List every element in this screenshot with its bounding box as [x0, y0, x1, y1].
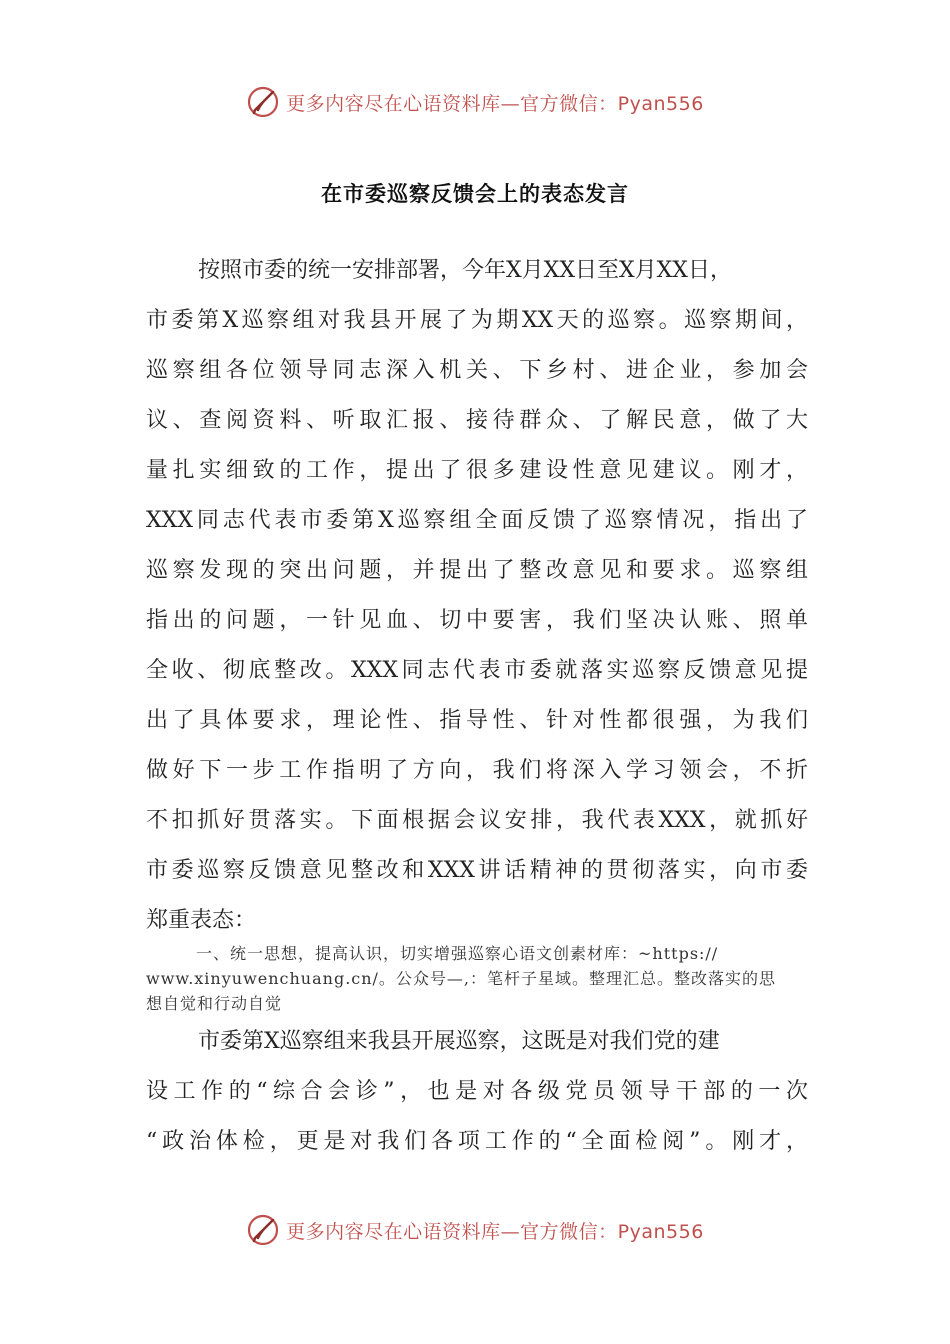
text-line: XXX同志代表市委第X巡察组全面反馈了巡察情况，指出了: [146, 508, 808, 533]
document-title: 在市委巡察反馈会上的表态发言: [321, 182, 629, 206]
text-line: 设工作的“综合会诊”，也是对各级党员领导干部的一次: [146, 1079, 808, 1104]
banner-text: 更多内容尽在心语资料库—官方微信：Pyan556: [286, 1220, 704, 1243]
heading-line: www.xinyuwenchuang.cn/。公众号—,：笔杆子星域。整理汇总。整改落实的思: [146, 969, 777, 988]
section-heading-1: [146, 941, 808, 1016]
text-line: 巡察发现的突出问题，并提出了整改意见和要求。巡察组: [146, 558, 808, 583]
heading-line: 一、统一思想，提高认识，切实增强巡察心语文创素材库：~https://: [196, 944, 719, 963]
text-line: 按照市委的统一安排部署，今年X月XX日至X月XX日，: [198, 258, 732, 283]
footer-banner: [0, 1210, 950, 1250]
text-line: 议、查阅资料、听取汇报、接待群众、了解民意，做了大: [146, 408, 808, 433]
text-line: 市委第X巡察组来我县开展巡察，这既是对我们党的建: [198, 1029, 720, 1054]
quill-pen-logo-icon: [246, 1213, 280, 1247]
text-line: 巡察组各位领导同志深入机关、下乡村、进企业，参加会: [146, 358, 808, 383]
quill-pen-logo-icon: [246, 85, 280, 119]
text-line: 量扎实细致的工作，提出了很多建设性意见建议。刚才，: [146, 458, 808, 483]
text-line: 不扣抓好贯落实。下面根据会议安排，我代表XXX，就抓好: [146, 808, 808, 833]
text-line: 市委第X巡察组对我县开展了为期XX天的巡察。巡察期间，: [146, 308, 808, 333]
text-line: 做好下一步工作指明了方向，我们将深入学习领会，不折: [146, 758, 808, 783]
text-line: 全收、彻底整改。XXX同志代表市委就落实巡察反馈意见提: [146, 658, 808, 683]
banner-text: 更多内容尽在心语资料库—官方微信：Pyan556: [286, 92, 704, 115]
paragraph-1: [146, 246, 808, 946]
wechat-id: Pyan556: [617, 92, 704, 115]
text-line: 市委巡察反馈意见整改和XXX讲话精神的贯彻落实，向市委: [146, 858, 808, 883]
text-line: 出了具体要求，理论性、指导性、针对性都很强，为我们: [146, 708, 808, 733]
heading-line: 想自觉和行动自觉: [146, 994, 283, 1013]
text-line: 郑重表态：: [146, 908, 257, 933]
text-line: 指出的问题，一针见血、切中要害，我们坚决认账、照单: [146, 608, 808, 633]
header-banner: [0, 82, 950, 122]
text-line: “政治体检，更是对我们各项工作的“全面检阅”。刚才，: [146, 1129, 808, 1154]
wechat-id: Pyan556: [617, 1220, 704, 1243]
paragraph-2: [146, 1017, 808, 1167]
